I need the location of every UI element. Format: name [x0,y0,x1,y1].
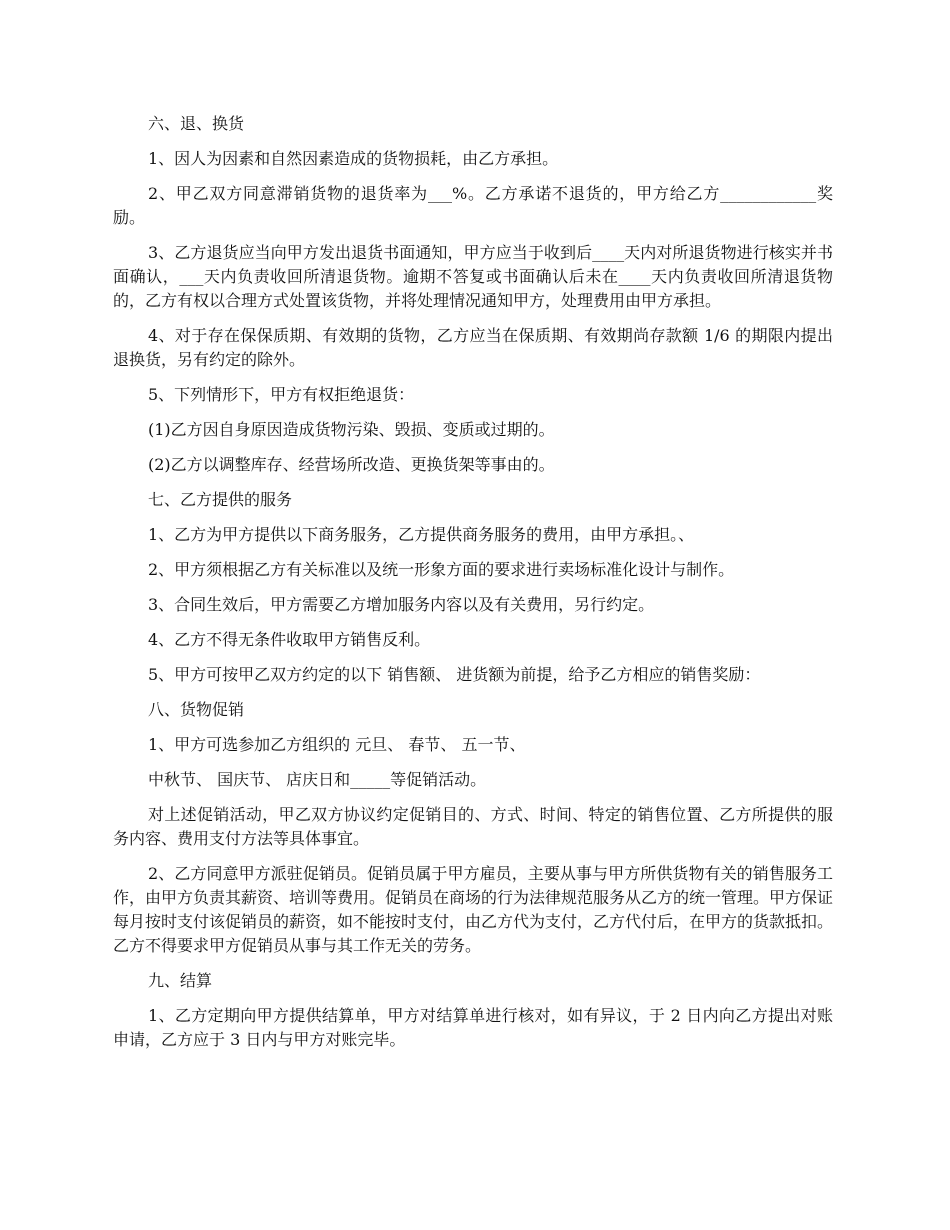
paragraph: 5、甲方可按甲乙双方约定的以下 销售额、 进货额为前提，给予乙方相应的销售奖励： [148,665,761,684]
section-heading-7: 七、乙方提供的服务 [148,490,293,509]
paragraph: 1、乙方为甲方提供以下商务服务，乙方提供商务服务的费用，由甲方承担。、 [148,525,695,544]
paragraph: 2、乙方同意甲方派驻促销员。促销员属于甲方雇员，主要从事与甲方所供货物有关的销售服务工作，由甲方负责其薪资、培训等费用。促销员在商场的行为法律规范服务从乙方的统一管理。甲方保证每月按时支付该促销员的薪资，如不能按时支付，由乙方代为支付，乙方代付后，在甲方的货款抵扣。乙方不得要求甲方促销员从事与其工作无关的劳务。 [113,864,834,955]
paragraph: 1、乙方定期向甲方提供结算单，甲方对结算单进行核对，如有异议，于 2 日内向乙方提出对账申请，乙方应于 3 日内与甲方对账完毕。 [113,1006,833,1049]
paragraph: (2)乙方以调整库存、经营场所改造、更换货架等事由的。 [148,455,555,474]
paragraph: 4、对于存在保保质期、有效期的货物，乙方应当在保质期、有效期尚存款额 1/6 的期限内提出退换货，另有约定的除外。 [113,326,833,369]
paragraph: 3、合同生效后，甲方需要乙方增加服务内容以及有关费用，另行约定。 [148,595,655,614]
paragraph: 2、甲方须根据乙方有关标准以及统一形象方面的要求进行卖场标准化设计与制作。 [148,560,735,579]
section-heading-6: 六、退、换货 [148,114,245,133]
paragraph: 5、下列情形下，甲方有权拒绝退货： [148,385,415,404]
paragraph: 2、甲乙双方同意滞销货物的退货率为___%。乙方承诺不退货的，甲方给乙方____________奖励。 [113,184,833,227]
paragraph: 1、因人为因素和自然因素造成的货物损耗，由乙方承担。 [148,149,559,168]
paragraph: 对上述促销活动，甲乙双方协议约定促销目的、方式、时间、特定的销售位置、乙方所提供的服务内容、费用支付方法等具体事宜。 [113,805,833,848]
document-body [113,112,833,1063]
section-heading-8: 八、货物促销 [148,700,245,719]
paragraph: 4、乙方不得无条件收取甲方销售反利。 [148,630,431,649]
paragraph: 3、乙方退货应当向甲方发出退货书面通知，甲方应当于收到后____天内对所退货物进行核实并书面确认，___天内负责收回所清退货物。逾期不答复或书面确认后未在____天内负责收回所清退货物的，乙方有权以合理方式处置该货物，并将处理情况通知甲方，处理费用由甲方承担。 [113,243,833,310]
paragraph: (1)乙方因自身原因造成货物污染、毁损、变质或过期的。 [148,420,555,439]
paragraph: 1、甲方可选参加乙方组织的 元旦、 春节、 五一节、 [148,735,526,754]
section-heading-9: 九、结算 [148,971,213,990]
paragraph: 中秋节、 国庆节、 店庆日和_____等促销活动。 [148,770,487,789]
